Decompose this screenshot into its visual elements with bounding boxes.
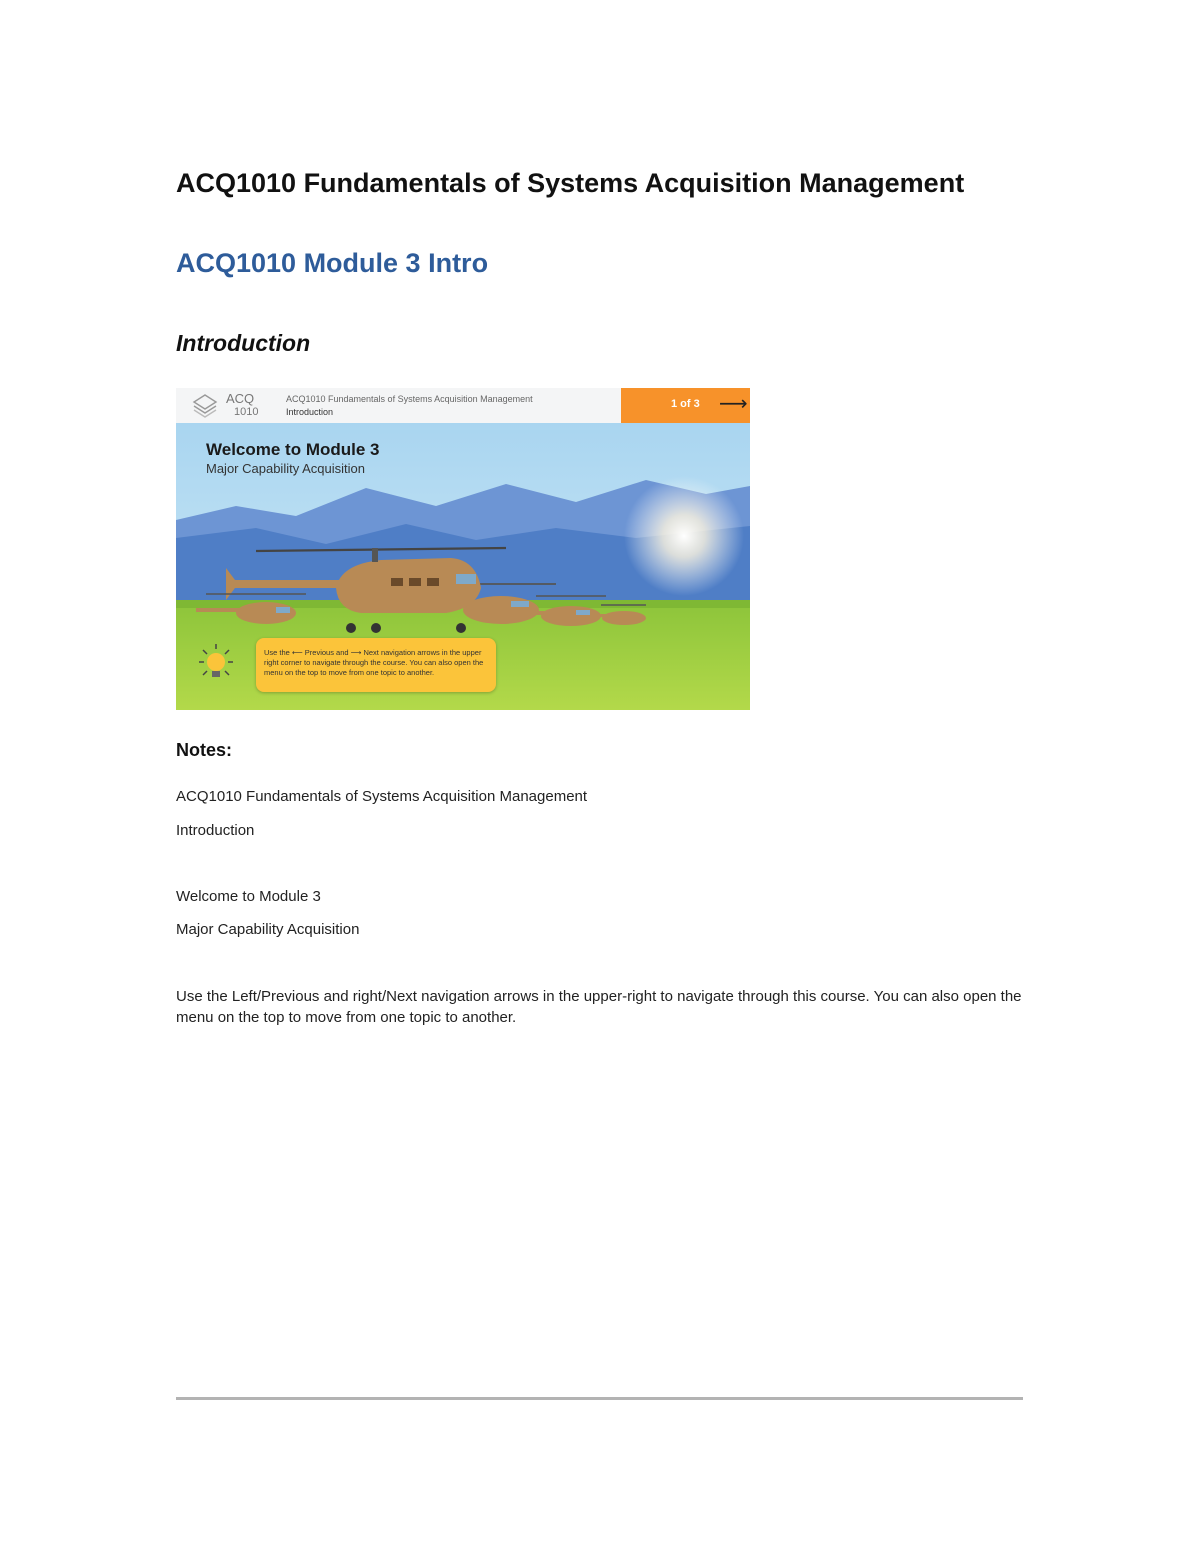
footer-divider — [176, 1397, 1023, 1400]
logo-text-number: 1010 — [234, 406, 259, 418]
slide-header-course-title: ACQ1010 Fundamentals of Systems Acquisition Management — [286, 394, 533, 404]
slide-welcome-subtitle: Major Capability Acquisition — [206, 461, 365, 476]
section-title: Introduction — [176, 330, 311, 356]
navigation-tip-box: Use the ⟵ Previous and ⟶ Next navigation arrows in the upper right corner to navigate through the course. You can also open the menu on the top to move from one topic to another. — [256, 638, 496, 692]
lightbulb-icon — [194, 642, 238, 688]
module-title: ACQ1010 Module 3 Intro — [176, 248, 489, 278]
notes-section: Introduction — [176, 822, 255, 839]
slide-welcome-title: Welcome to Module 3 — [206, 440, 380, 459]
sun-glow — [624, 476, 744, 596]
slide-nav-box — [621, 388, 750, 423]
document-title: ACQ1010 Fundamentals of Systems Acquisition Management — [176, 168, 965, 198]
page-counter: 1 of 3 — [671, 398, 700, 410]
notes-course-title: ACQ1010 Fundamentals of Systems Acquisition Management — [176, 788, 588, 805]
logo-text-acq: ACQ — [226, 391, 255, 406]
notes-navigation-paragraph: Use the Left/Previous and right/Next navigation arrows in the upper-right to navigate through this course. You can also open the menu on the top to move from one topic to another. — [176, 988, 1022, 1026]
notes-subtitle: Major Capability Acquisition — [176, 921, 360, 938]
slide-screenshot — [176, 388, 750, 710]
notes-welcome: Welcome to Module 3 — [176, 888, 321, 905]
slide-header-section: Introduction — [286, 407, 334, 417]
logo-mark-icon — [192, 393, 218, 419]
notes-label: Notes: — [176, 740, 233, 760]
slide-header-bar — [176, 388, 750, 423]
arrow-right-icon[interactable]: ⟶ — [719, 393, 748, 415]
